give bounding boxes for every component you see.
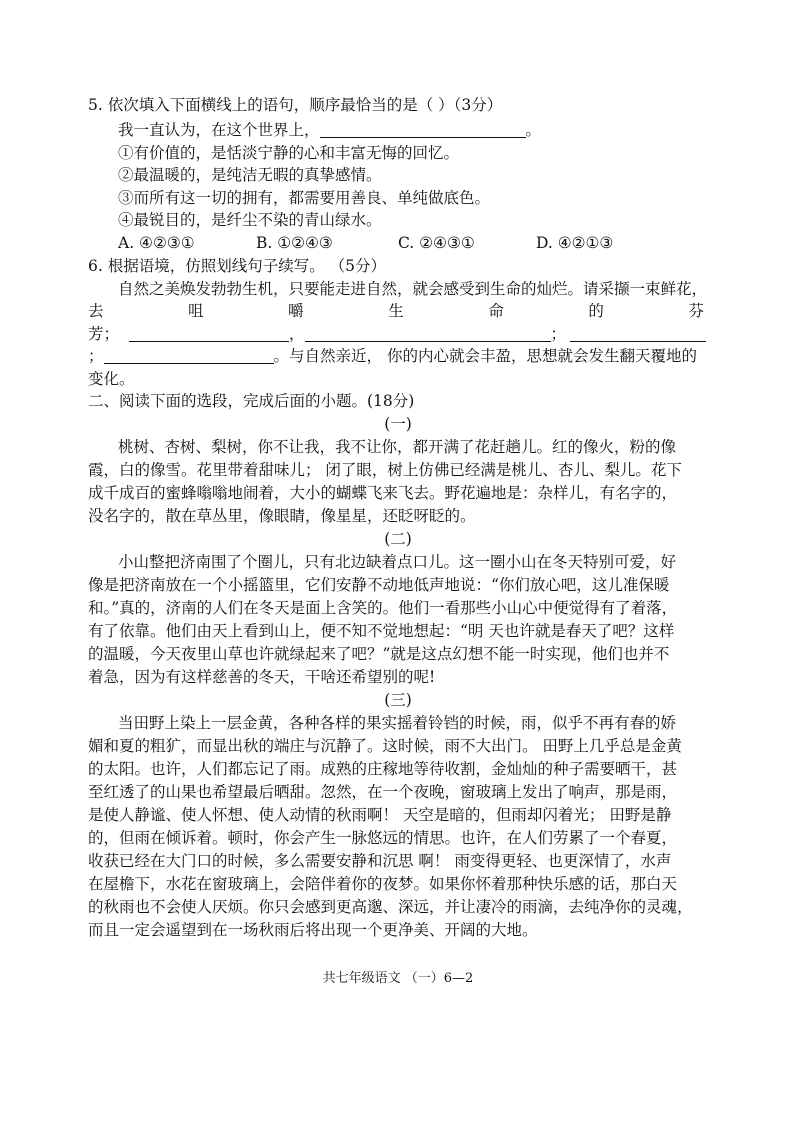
q6-char: 的 <box>588 302 604 320</box>
passage2-line: 和。”真的，济南的人们在冬天是面上含笑的。他们一看那些小山心中便觉得有了着落， <box>88 599 678 617</box>
q6-blank-4[interactable] <box>104 347 274 364</box>
passage2-line: 的温暖，今天夜里山草也许就绿起来了吧？”就是这点幻想不能一时实现，他们也并不 <box>88 645 670 663</box>
passage3-line: 是使人静谧、使人怀想、使人动情的秋雨啊！ 天空是暗的，但雨却闪着光； 田野是静 <box>88 806 672 824</box>
q5-lead <box>118 119 708 141</box>
q6-blank-3[interactable] <box>570 325 706 342</box>
passage2-label: (二) <box>384 530 412 548</box>
q6-char: 命 <box>488 302 504 320</box>
q5-lead-text: 我一直认为，在这个世界上， <box>118 121 320 139</box>
q5-item: ③而所有这一切的拥有，都需要用善良、单纯做底色。 <box>118 189 491 207</box>
q6-line3 <box>88 323 708 345</box>
page-footer: 共七年级语文 （一）6—2 <box>322 971 474 986</box>
passage3-line: 的太阳。也许，人们都忘记了雨。成熟的庄稼地等待收割，金灿灿的种子需要晒干，甚 <box>88 760 678 778</box>
q6-blank-1[interactable] <box>129 325 289 342</box>
q5-item: ②最温暖的，是纯洁无暇的真挚感情。 <box>118 166 382 184</box>
q6-line4-end: 。与自然亲近， 你的内心就会丰盈，思想就会发生翻天覆地的 <box>273 347 697 365</box>
q6-semicolon: ； <box>88 347 104 365</box>
passage2-line: 有了依靠。他们由天上看到山上，便不知不觉地想起：“明 天也许就是春天了吧？这样 <box>88 622 675 640</box>
q5-option-d[interactable]: D. ④②①③ <box>536 234 614 252</box>
passage1-line: 霞，白的像雪。花里带着甜味儿； 闭了眼，树上仿佛已经满是桃儿、杏儿、梨儿。花下 <box>88 461 682 479</box>
q5-options <box>118 232 708 254</box>
q6-line3-start: 芳； <box>88 325 120 343</box>
q5-option-b[interactable]: B. ①②④③ <box>256 234 333 252</box>
passage1-line: 成千成百的蜜蜂嗡嗡地闹着，大小的蝴蝶飞来飞去。野花遍地是：杂样儿，有名字的， <box>88 484 678 502</box>
q5-item: ①有价值的，是恬淡宁静的心和丰富无悔的回忆。 <box>118 144 460 162</box>
passage3-label: (三) <box>384 691 412 709</box>
passage2-line: 像是把济南放在一个小摇篮里，它们安静不动地低声地说：“你们放心吧，这儿准保暖 <box>88 576 670 594</box>
q5-item: ④最锐目的，是纤尘不染的青山绿水。 <box>118 211 382 229</box>
q6-line5: 变化。 <box>88 370 135 388</box>
passage3-line: 在屋檐下，水花在窗玻璃上，会陪伴着你的夜梦。如果你怀着那种快乐感的话，那白天 <box>88 875 678 893</box>
passage3-line: 当田野上染上一层金黄，各种各样的果实摇着铃铛的时候，雨，似乎不再有春的娇 <box>118 714 677 732</box>
q6-semicolon: ； <box>550 325 567 343</box>
q6-char: 嚼 <box>288 302 304 320</box>
q5-option-c[interactable]: C. ②④③① <box>398 234 475 252</box>
q5-lead-end: 。 <box>525 121 542 139</box>
q6-line1: 自然之美焕发勃勃生机，只要能走进自然，就会感受到生命的灿烂。请采撷一束鲜花， <box>118 280 708 298</box>
q6-stem: 6. 根据语境，仿照划线句子续写。 （5分） <box>88 257 387 275</box>
q6-char: 生 <box>388 302 404 320</box>
passage3-line: 媚和夏的粗犷，而显出秋的端庄与沉静了。这时候，雨不大出门。 田野上几乎总是金黄 <box>88 737 682 755</box>
q5-option-a[interactable]: A. ④②③① <box>118 234 195 252</box>
section2-title: 二、阅读下面的选段，完成后面的小题。(18分) <box>88 392 415 410</box>
q5-blank[interactable] <box>320 121 526 138</box>
passage2-line: 着急，因为有这样慈善的冬天，干啥还希望别的呢! <box>88 668 436 686</box>
passage1-line: 桃树、杏树、梨树，你不让我，我不让你，都开满了花赶趟儿。红的像火，粉的像 <box>118 438 677 456</box>
q6-char: 去 <box>88 302 104 320</box>
passage1-label: (一) <box>384 415 412 433</box>
passage1-line: 没名字的，散在草丛里，像眼睛，像星星，还眨呀眨的。 <box>88 507 476 525</box>
q6-char: 咀 <box>188 302 204 320</box>
q6-line4 <box>88 345 708 367</box>
q6-blank-2[interactable] <box>305 325 551 342</box>
q6-comma: ， <box>289 325 305 343</box>
passage3-line: 的，但雨在倾诉着。顿时，你会产生一脉悠远的情思。也许，在人们劳累了一个春夏， <box>88 829 678 847</box>
passage3-line: 的秋雨也不会使人厌烦。你只会感到更高邈、深远，并让凄冷的雨滴，去纯净你的灵魂， <box>88 898 693 916</box>
q6-line2 <box>88 300 708 322</box>
passage3-line: 至红透了的山果也希望最后晒甜。忽然，在一个夜晚，窗玻璃上发出了响声，那是雨， <box>88 783 678 801</box>
passage3-line: 而且一定会遥望到在一场秋雨后将出现一个更净美、开阔的大地。 <box>88 921 538 939</box>
q6-char: 芬 <box>688 302 704 320</box>
passage2-line: 小山整把济南围了个圈儿，只有北边缺着点口儿。这一圈小山在冬天特别可爱，好 <box>118 553 677 571</box>
q5-stem: 5. 依次填入下面横线上的语句，顺序最恰当的是（ ）（3分） <box>88 96 503 114</box>
passage3-line: 收获已经在大门口的时候，多么需要安静和沉思 啊！ 雨变得更轻、也更深情了，水声 <box>88 852 672 870</box>
